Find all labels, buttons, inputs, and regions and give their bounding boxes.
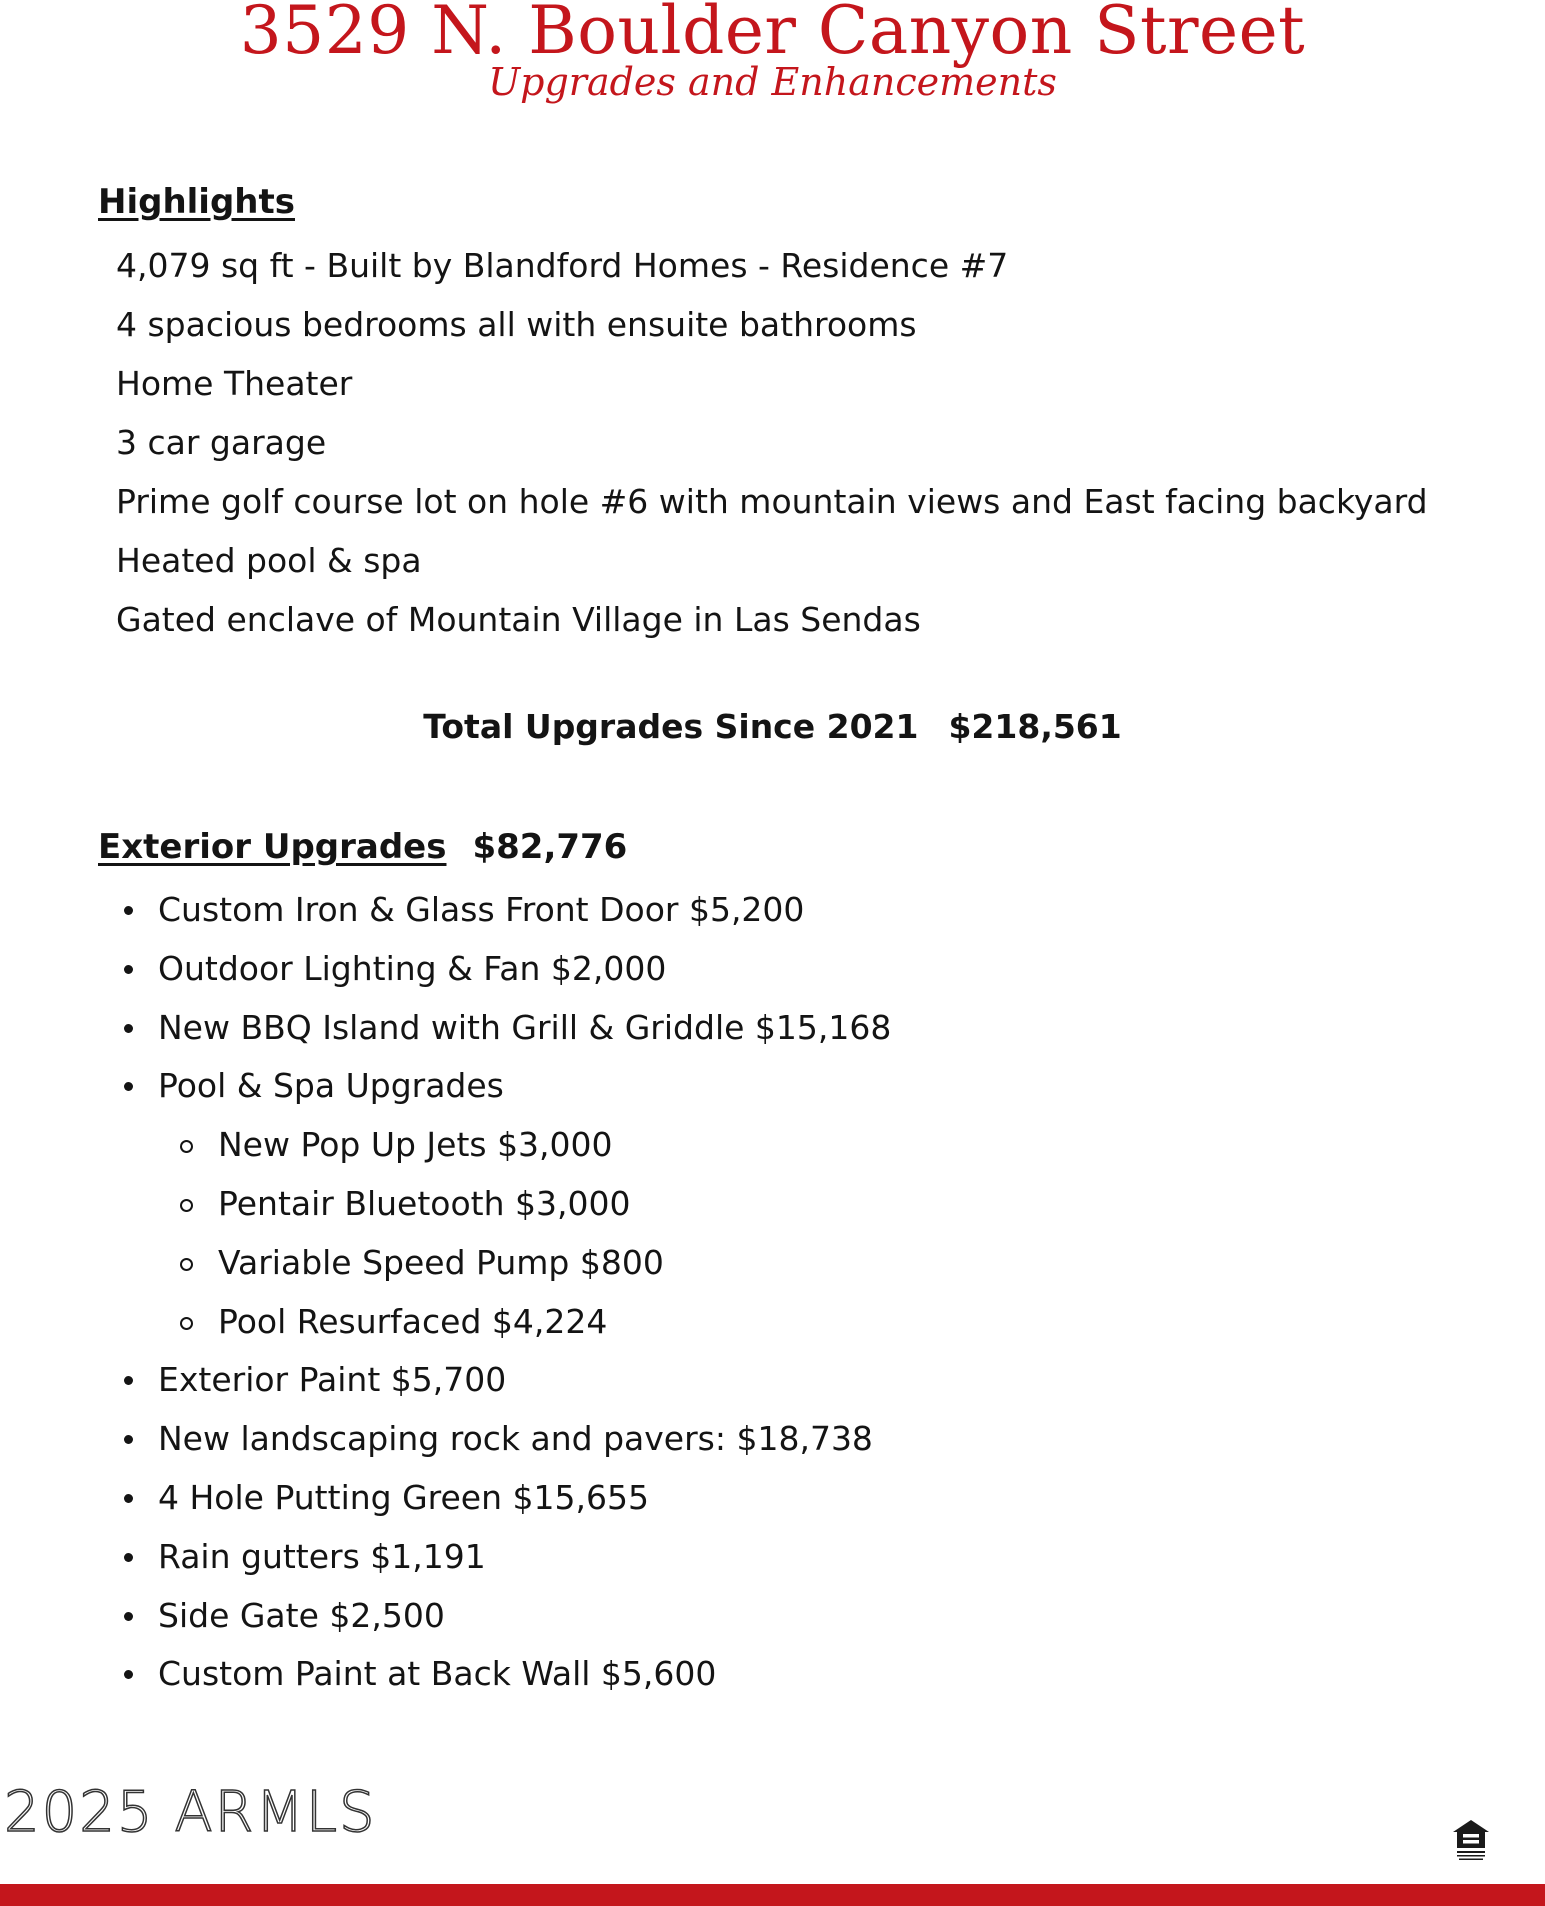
bullet-icon [124,1082,133,1091]
list-item-text: Custom Paint at Back Wall $5,600 [158,1654,717,1694]
total-upgrades [0,707,1545,746]
total-upgrades-amount: $218,561 [948,707,1122,746]
armls-watermark: 2025 ARMLS [4,1780,377,1845]
highlight-item: 4 spacious bedrooms all with ensuite bathrooms [116,305,917,344]
list-item-text: New landscaping rock and pavers: $18,738 [158,1419,873,1459]
highlights-list [116,236,1428,649]
highlight-item: 3 car garage [116,423,327,462]
hollow-bullet-icon [180,1258,193,1271]
list-item-text: Side Gate $2,500 [158,1595,445,1635]
total-upgrades-label: Total Upgrades Since 2021 [423,707,919,746]
bullet-icon [124,1376,133,1385]
list-item-text: Custom Iron & Glass Front Door $5,200 [158,890,805,929]
bullet-icon [124,1553,133,1562]
bullet-icon [124,1024,133,1033]
sub-list-item-text: New Pop Up Jets $3,000 [218,1125,613,1165]
sub-list-item-text: Variable Speed Pump $800 [218,1242,664,1282]
list-item-text: Pool & Spa Upgrades [158,1066,504,1106]
footer-accent-bar [0,1884,1545,1906]
exterior-heading-amount: $82,776 [472,827,628,867]
list-item-text: 4 Hole Putting Green $15,655 [158,1477,649,1517]
hollow-bullet-icon [180,1140,193,1153]
highlight-item: Home Theater [116,364,353,403]
hollow-bullet-icon [180,1317,193,1330]
bullet-icon [124,1612,133,1621]
bullet-icon [124,1435,133,1444]
highlight-item: Gated enclave of Mountain Village in Las Sendas [116,600,921,639]
highlights-heading-label: Highlights [98,182,295,222]
sub-list-item-text: Pool Resurfaced $4,224 [218,1301,608,1341]
list-item-text: Outdoor Lighting & Fan $2,000 [158,948,667,988]
list-item-text: New BBQ Island with Grill & Griddle $15,168 [158,1007,892,1047]
document-title: 3529 N. Boulder Canyon Street [239,0,1306,69]
equal-housing-opportunity-icon [1451,1818,1491,1862]
list-item-text: Rain gutters $1,191 [158,1536,486,1576]
highlights-heading [98,182,295,222]
highlight-item: Heated pool & spa [116,541,422,580]
bullet-icon [124,1670,133,1679]
list-item-text: Exterior Paint $5,700 [158,1360,507,1400]
bullet-icon [124,1494,133,1503]
exterior-heading [98,827,627,867]
sub-list-item-text: Pentair Bluetooth $3,000 [218,1183,631,1223]
bullet-icon [124,906,133,915]
document-subtitle: Upgrades and Enhancements [488,60,1057,104]
exterior-heading-label: Exterior Upgrades [98,827,447,867]
bullet-icon [124,965,133,974]
hollow-bullet-icon [180,1199,193,1212]
highlight-item: 4,079 sq ft - Built by Blandford Homes - Residence #7 [116,246,1009,285]
highlight-item: Prime golf course lot on hole #6 with mountain views and East facing backyard [116,482,1428,521]
